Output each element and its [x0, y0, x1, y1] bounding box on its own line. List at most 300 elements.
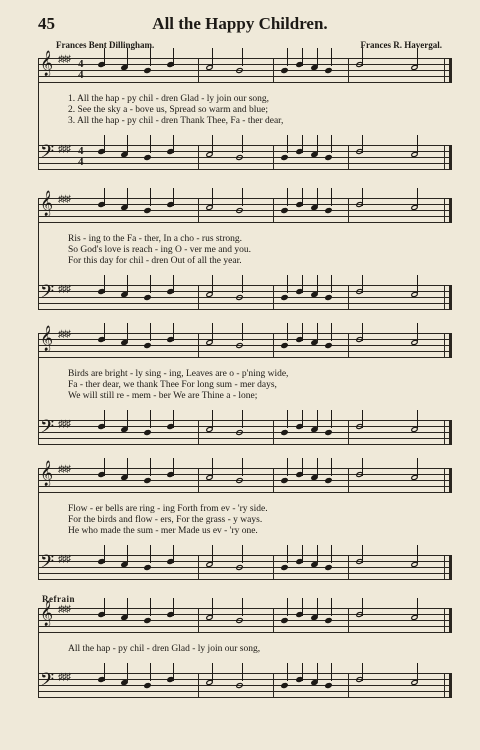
staff-line	[38, 210, 452, 211]
note-stem	[150, 48, 151, 66]
staff-line	[38, 333, 452, 334]
notehead	[280, 429, 288, 436]
notehead	[143, 429, 151, 436]
bar-line	[198, 673, 199, 697]
bar-line	[348, 285, 349, 309]
note-stem	[417, 598, 418, 616]
note-stem	[173, 135, 174, 153]
hymn-title: All the Happy Children.	[152, 14, 328, 33]
note-stem	[104, 598, 105, 616]
note-stem	[242, 410, 243, 428]
notehead	[324, 477, 332, 484]
end-bar-line	[444, 58, 452, 82]
bass-staff	[38, 281, 452, 311]
notehead	[324, 429, 332, 436]
staff-line	[38, 555, 452, 556]
note-stem	[317, 545, 318, 563]
note-stem	[212, 598, 213, 616]
note-stem	[104, 545, 105, 563]
notehead	[235, 294, 243, 301]
note-stem	[417, 275, 418, 293]
note-stem	[150, 188, 151, 206]
note-stem	[331, 458, 332, 476]
note-stem	[212, 275, 213, 293]
system-brace	[38, 468, 39, 579]
note-stem	[104, 188, 105, 206]
notehead	[324, 682, 332, 689]
bar-line	[198, 333, 199, 357]
note-stem	[362, 458, 363, 476]
notehead	[280, 477, 288, 484]
notehead	[324, 617, 332, 624]
bar-line	[198, 58, 199, 82]
lyrics-block	[38, 644, 452, 655]
note-stem	[127, 410, 128, 428]
bar-line	[273, 198, 274, 222]
lyric-line	[38, 94, 452, 105]
staff-line	[38, 285, 452, 286]
lyrics-block	[38, 504, 452, 537]
note-stem	[242, 663, 243, 681]
key-signature-icon: ♯♯♯	[58, 194, 70, 205]
note-stem	[212, 410, 213, 428]
note-stem	[150, 545, 151, 563]
notehead	[324, 207, 332, 214]
staff-line	[38, 345, 452, 346]
notehead	[324, 154, 332, 161]
note-stem	[242, 545, 243, 563]
treble-clef-icon: 𝄞	[40, 600, 54, 625]
note-stem	[331, 48, 332, 66]
staff-line	[38, 480, 452, 481]
note-stem	[150, 323, 151, 341]
note-stem	[104, 135, 105, 153]
notehead	[280, 617, 288, 624]
bar-line	[348, 608, 349, 632]
notehead	[235, 342, 243, 349]
note-stem	[173, 458, 174, 476]
note-stem	[362, 48, 363, 66]
note-stem	[173, 598, 174, 616]
bar-line	[273, 285, 274, 309]
notehead	[280, 682, 288, 689]
bar-line	[273, 468, 274, 492]
note-stem	[317, 275, 318, 293]
bar-line	[198, 285, 199, 309]
note-stem	[104, 48, 105, 66]
note-stem	[242, 275, 243, 293]
staff-line	[38, 620, 452, 621]
notehead	[324, 294, 332, 301]
note-stem	[127, 188, 128, 206]
lyric-text: All the hap - py chil - dren Glad - ly join our song,	[68, 644, 261, 654]
note-stem	[302, 545, 303, 563]
staff-line	[38, 444, 452, 445]
bar-line	[198, 198, 199, 222]
staff-line	[38, 145, 452, 146]
bass-staff	[38, 669, 452, 699]
note-stem	[173, 545, 174, 563]
staff-line	[38, 309, 452, 310]
notehead	[324, 67, 332, 74]
treble-staff	[38, 460, 452, 494]
note-stem	[104, 323, 105, 341]
lyric-text: For the birds and flow - ers, For the grass - y ways.	[68, 515, 263, 525]
notehead	[143, 477, 151, 484]
notehead	[235, 617, 243, 624]
staff-line	[38, 673, 452, 674]
note-stem	[212, 663, 213, 681]
note-stem	[173, 188, 174, 206]
note-stem	[104, 275, 105, 293]
bar-line	[348, 420, 349, 444]
note-stem	[287, 323, 288, 341]
system-brace	[38, 58, 39, 169]
lyric-line	[38, 234, 452, 245]
bass-clef-icon: 𝄢	[40, 281, 55, 306]
note-stem	[317, 598, 318, 616]
note-stem	[242, 458, 243, 476]
note-stem	[302, 458, 303, 476]
staff-line	[38, 697, 452, 698]
composer-credit: Frances R. Havergal.	[360, 40, 442, 50]
note-stem	[317, 188, 318, 206]
lyric-text: So God's love is reach - ing O - ver me and you.	[68, 245, 251, 255]
note-stem	[287, 410, 288, 428]
end-bar-line	[444, 145, 452, 169]
note-stem	[173, 663, 174, 681]
key-signature-icon: ♯♯♯	[58, 54, 70, 65]
note-stem	[242, 188, 243, 206]
note-stem	[127, 275, 128, 293]
lyrics-block	[38, 369, 452, 402]
staff-line	[38, 432, 452, 433]
staff-line	[38, 567, 452, 568]
staff-line	[38, 198, 452, 199]
note-stem	[362, 135, 363, 153]
end-bar-line	[444, 555, 452, 579]
notehead	[143, 154, 151, 161]
note-stem	[104, 410, 105, 428]
note-stem	[150, 458, 151, 476]
lyric-line	[38, 526, 452, 537]
bass-clef-icon: 𝄢	[40, 141, 55, 166]
bar-line	[348, 673, 349, 697]
notehead	[143, 342, 151, 349]
note-stem	[127, 135, 128, 153]
end-bar-line	[444, 285, 452, 309]
staff-line	[38, 357, 452, 358]
note-stem	[417, 663, 418, 681]
note-stem	[317, 48, 318, 66]
bar-line	[348, 145, 349, 169]
treble-clef-icon: 𝄞	[40, 460, 54, 485]
note-stem	[331, 275, 332, 293]
note-stem	[302, 410, 303, 428]
note-stem	[302, 275, 303, 293]
key-signature-icon: ♯♯♯	[58, 329, 70, 340]
bar-line	[348, 58, 349, 82]
note-stem	[287, 545, 288, 563]
note-stem	[302, 598, 303, 616]
note-stem	[150, 410, 151, 428]
note-stem	[317, 458, 318, 476]
bar-line	[273, 555, 274, 579]
staff-line	[38, 169, 452, 170]
note-stem	[127, 323, 128, 341]
staff-line	[38, 691, 452, 692]
notehead	[280, 294, 288, 301]
note-stem	[362, 188, 363, 206]
staff-line	[38, 486, 452, 487]
note-stem	[302, 323, 303, 341]
lyric-line	[38, 245, 452, 256]
key-signature-icon: ♯♯♯	[58, 464, 70, 475]
lyric-text: 3. All the hap - py chil - dren Thank Thee, Fa - ther dear,	[68, 116, 284, 126]
note-stem	[242, 135, 243, 153]
lyric-text: Ris - ing to the Fa - ther, In a cho - rus strong.	[68, 234, 243, 244]
bar-line	[348, 333, 349, 357]
lyric-line	[38, 644, 452, 655]
note-stem	[331, 598, 332, 616]
end-bar-line	[444, 333, 452, 357]
lyric-text: Flow - er bells are ring - ing Forth from ev - 'ry side.	[68, 504, 268, 514]
note-stem	[242, 48, 243, 66]
key-signature-icon: ♯♯♯	[58, 284, 70, 295]
key-signature-icon: ♯♯♯	[58, 672, 70, 683]
lyric-text: Birds are bright - ly sing - ing, Leaves are o - p'ning wide,	[68, 369, 289, 379]
note-stem	[417, 458, 418, 476]
note-stem	[212, 323, 213, 341]
bass-staff	[38, 141, 452, 171]
note-stem	[127, 663, 128, 681]
staff-line	[38, 438, 452, 439]
notehead	[143, 564, 151, 571]
end-bar-line	[444, 468, 452, 492]
note-stem	[173, 410, 174, 428]
notehead	[235, 477, 243, 484]
note-stem	[417, 135, 418, 153]
note-stem	[150, 663, 151, 681]
note-stem	[287, 135, 288, 153]
staff-line	[38, 608, 452, 609]
staff-line	[38, 216, 452, 217]
note-stem	[150, 275, 151, 293]
note-stem	[362, 323, 363, 341]
staff-line	[38, 157, 452, 158]
staff-line	[38, 420, 452, 421]
notehead	[143, 294, 151, 301]
note-stem	[302, 48, 303, 66]
notehead	[235, 67, 243, 74]
note-stem	[331, 410, 332, 428]
bar-line	[198, 555, 199, 579]
note-stem	[417, 323, 418, 341]
note-stem	[212, 188, 213, 206]
lyric-text: He who made the sum - mer Made us ev - 'ry one.	[68, 526, 258, 536]
lyric-line	[38, 256, 452, 267]
note-stem	[317, 410, 318, 428]
note-stem	[242, 598, 243, 616]
bass-clef-icon: 𝄢	[40, 669, 55, 694]
note-stem	[212, 545, 213, 563]
end-bar-line	[444, 198, 452, 222]
staff-line	[38, 297, 452, 298]
staff-line	[38, 632, 452, 633]
note-stem	[212, 458, 213, 476]
note-stem	[127, 458, 128, 476]
bar-line	[348, 468, 349, 492]
staff-line	[38, 76, 452, 77]
bar-line	[273, 673, 274, 697]
notehead	[235, 564, 243, 571]
note-stem	[331, 545, 332, 563]
note-stem	[331, 323, 332, 341]
notehead	[280, 67, 288, 74]
bar-line	[273, 608, 274, 632]
bar-line	[198, 468, 199, 492]
staff-line	[38, 468, 452, 469]
end-bar-line	[444, 608, 452, 632]
staff-line	[38, 222, 452, 223]
note-stem	[302, 663, 303, 681]
notehead	[280, 154, 288, 161]
note-stem	[287, 188, 288, 206]
lyric-line	[38, 116, 452, 127]
bar-line	[198, 608, 199, 632]
bass-staff	[38, 551, 452, 581]
page-number: 45	[38, 14, 55, 33]
treble-staff	[38, 50, 452, 84]
time-signature: 4 4	[78, 145, 84, 168]
note-stem	[173, 275, 174, 293]
bass-staff	[38, 416, 452, 446]
lyrics-block	[38, 94, 452, 127]
bass-clef-icon: 𝄢	[40, 551, 55, 576]
note-stem	[104, 663, 105, 681]
notehead	[280, 564, 288, 571]
staff-line	[38, 579, 452, 580]
lyricist-credit: Frances Bent Dillingham.	[56, 40, 155, 50]
key-signature-icon: ♯♯♯	[58, 604, 70, 615]
note-stem	[212, 48, 213, 66]
notehead	[280, 207, 288, 214]
key-signature-icon: ♯♯♯	[58, 419, 70, 430]
bar-line	[273, 333, 274, 357]
end-bar-line	[444, 420, 452, 444]
note-stem	[287, 663, 288, 681]
staff-line	[38, 626, 452, 627]
note-stem	[331, 663, 332, 681]
note-stem	[173, 323, 174, 341]
treble-staff	[38, 600, 452, 634]
note-stem	[287, 48, 288, 66]
note-stem	[362, 545, 363, 563]
bar-line	[198, 420, 199, 444]
notehead	[143, 617, 151, 624]
staff-line	[38, 351, 452, 352]
staff-line	[38, 70, 452, 71]
note-stem	[127, 48, 128, 66]
bar-line	[273, 145, 274, 169]
lyric-text: For this day for chil - dren Out of all the year.	[68, 256, 242, 266]
staff-line	[38, 492, 452, 493]
note-stem	[417, 188, 418, 206]
note-stem	[104, 458, 105, 476]
note-stem	[317, 135, 318, 153]
note-stem	[150, 135, 151, 153]
lyric-line	[38, 369, 452, 380]
note-stem	[212, 135, 213, 153]
lyric-line	[38, 105, 452, 116]
notehead	[235, 154, 243, 161]
bar-line	[273, 420, 274, 444]
key-signature-icon: ♯♯♯	[58, 144, 70, 155]
note-stem	[362, 410, 363, 428]
note-stem	[417, 545, 418, 563]
note-stem	[317, 323, 318, 341]
treble-clef-icon: 𝄞	[40, 325, 54, 350]
lyric-line	[38, 515, 452, 526]
bar-line	[348, 198, 349, 222]
treble-clef-icon: 𝄞	[40, 50, 54, 75]
staff-line	[38, 58, 452, 59]
lyrics-block	[38, 234, 452, 267]
lyric-text: 1. All the hap - py chil - dren Glad - ly join our song,	[68, 94, 270, 104]
notehead	[143, 682, 151, 689]
note-stem	[331, 135, 332, 153]
staff-line	[38, 163, 452, 164]
treble-clef-icon: 𝄞	[40, 190, 54, 215]
note-stem	[127, 545, 128, 563]
time-signature: 4 4	[78, 58, 84, 81]
bar-line	[273, 58, 274, 82]
bar-line	[198, 145, 199, 169]
lyric-line	[38, 504, 452, 515]
note-stem	[287, 598, 288, 616]
system-brace	[38, 198, 39, 309]
notehead	[324, 564, 332, 571]
notehead	[235, 429, 243, 436]
lyric-line	[38, 380, 452, 391]
note-stem	[362, 275, 363, 293]
notehead	[324, 342, 332, 349]
note-stem	[362, 663, 363, 681]
system-brace	[38, 608, 39, 697]
staff-line	[38, 573, 452, 574]
note-stem	[287, 458, 288, 476]
system-brace	[38, 333, 39, 444]
note-stem	[150, 598, 151, 616]
note-stem	[417, 410, 418, 428]
note-stem	[302, 135, 303, 153]
lyric-text: We will still re - mem - ber We are Thine a - lone;	[68, 391, 258, 401]
notehead	[280, 342, 288, 349]
note-stem	[317, 663, 318, 681]
lyric-text: 2. See the sky a - bove us, Spread so warm and blue;	[68, 105, 268, 115]
notehead	[235, 682, 243, 689]
notehead	[235, 207, 243, 214]
staff-line	[38, 685, 452, 686]
notehead	[143, 67, 151, 74]
end-bar-line	[444, 673, 452, 697]
bass-clef-icon: 𝄢	[40, 416, 55, 441]
note-stem	[287, 275, 288, 293]
notehead	[143, 207, 151, 214]
treble-staff	[38, 325, 452, 359]
staff-line	[38, 82, 452, 83]
note-stem	[302, 188, 303, 206]
